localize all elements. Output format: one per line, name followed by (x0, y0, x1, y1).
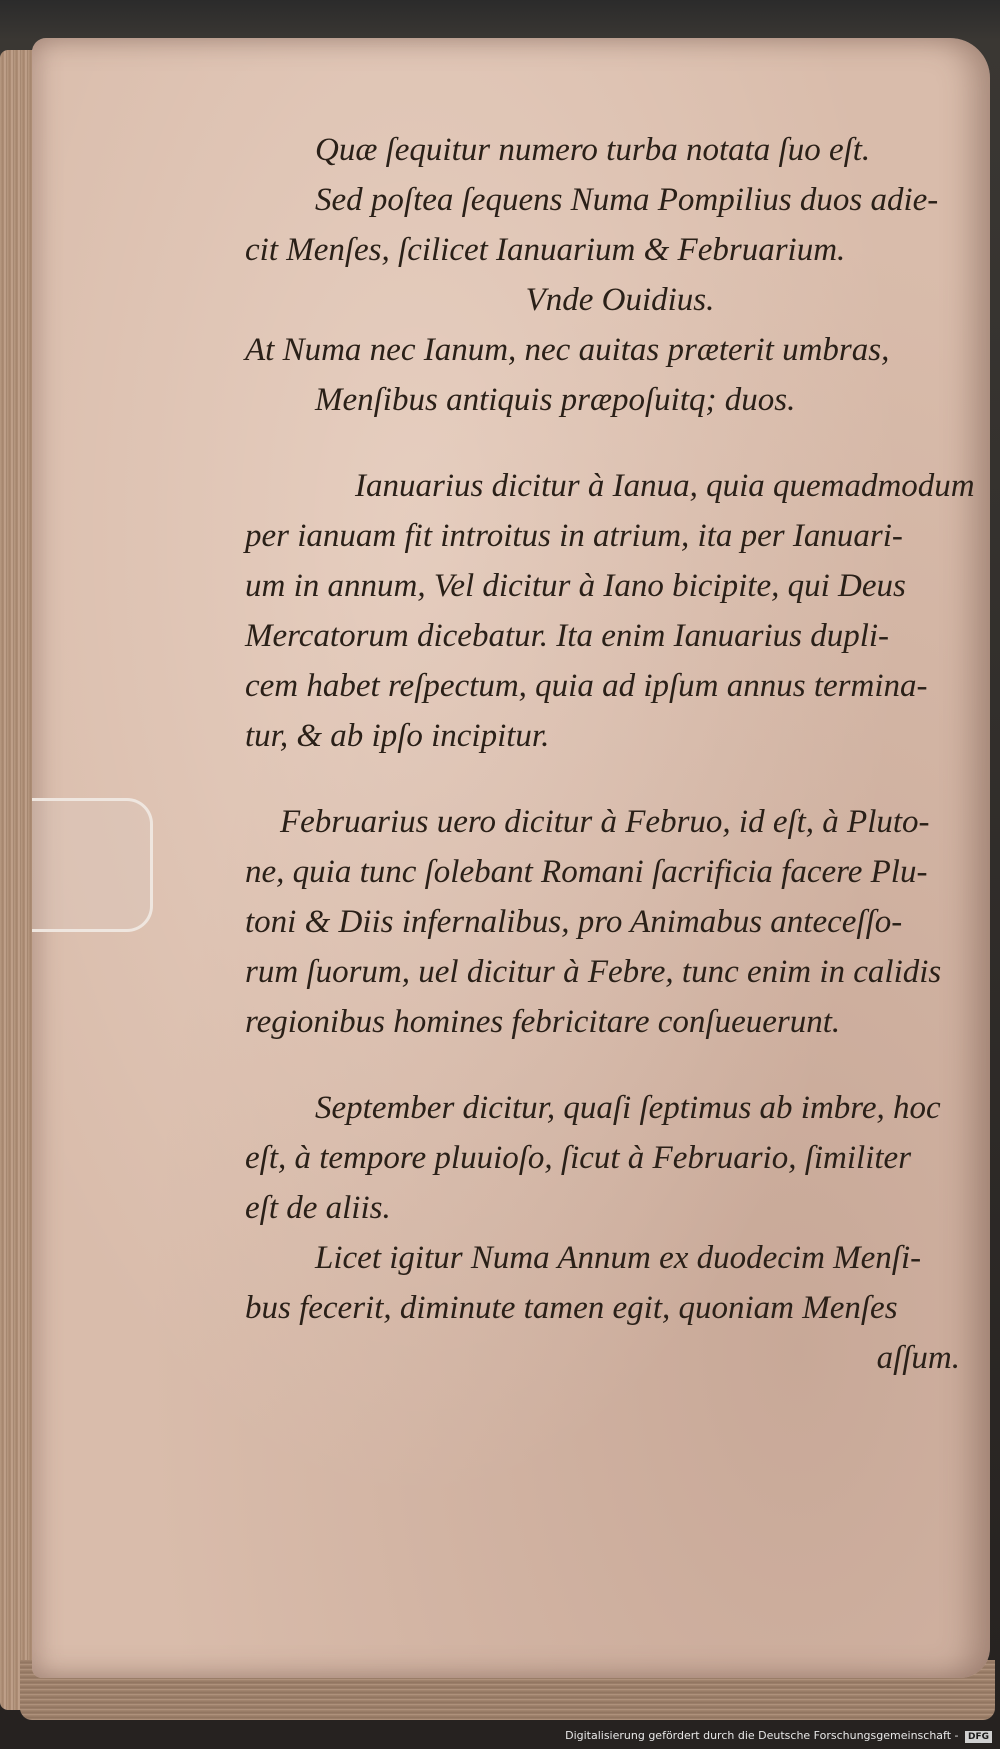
text-line: regionibus homines febricitare conſueuerunt. (245, 1004, 841, 1040)
section-heading: Vnde Ouidius. (525, 282, 715, 318)
text-line: tur, & ab ipſo incipitur. (245, 718, 550, 754)
text-line: Februarius uero dicitur à Februo, id eſt, à Pluto- (280, 804, 930, 840)
text-line: eſt, à tempore pluuioſo, ſicut à Februario, ſimiliter (245, 1140, 912, 1176)
text-line: Quæ ſequitur numero turba notata ſuo eſt. (315, 132, 871, 168)
text-line: ne, quia tunc ſolebant Romani ſacrificia facere Plu- (245, 854, 928, 890)
paragraph-gap (270, 1047, 970, 1083)
text-line: Licet igitur Numa Annum ex duodecim Menſi- (315, 1240, 922, 1276)
bookmark-ribbon (32, 798, 153, 932)
text-line: bus fecerit, diminute tamen egit, quoniam Menſes (245, 1290, 898, 1326)
catchword: aſſum. (876, 1340, 960, 1376)
digitization-credit (565, 1729, 992, 1743)
paragraph-gap (270, 425, 970, 461)
text-line: cit Menſes, ſcilicet Ianuarium & Februarium. (245, 232, 846, 268)
text-line: Ianuarius dicitur à Ianua, quia quemadmodum (355, 468, 975, 504)
verse-line: Menſibus antiquis præpoſuitq; duos. (315, 382, 796, 418)
verse-line: At Numa nec Ianum, nec auitas præterit umbras, (245, 332, 890, 368)
text-line: Sed poſtea ſequens Numa Pompilius duos adie- (315, 182, 939, 218)
text-line: toni & Diis infernalibus, pro Animabus anteceſſo- (245, 904, 903, 940)
page-text (245, 125, 975, 1383)
dfg-logo: DFG (965, 1731, 992, 1743)
credit-text: Digitalisierung gefördert durch die Deutsche Forschungsgemeinschaft - (565, 1729, 959, 1742)
text-line: September dicitur, quaſi ſeptimus ab imbre, hoc (315, 1090, 941, 1126)
text-line: um in annum, Vel dicitur à Iano bicipite, qui Deus (245, 568, 906, 604)
text-line: rum ſuorum, uel dicitur à Febre, tunc enim in calidis (245, 954, 942, 990)
text-line: eſt de aliis. (245, 1190, 391, 1226)
text-line: Mercatorum dicebatur. Ita enim Ianuarius dupli- (245, 618, 890, 654)
paragraph-gap (270, 761, 970, 797)
text-line: per ianuam fit introitus in atrium, ita per Ianuari- (245, 518, 903, 554)
text-line: cem habet reſpectum, quia ad ipſum annus termina- (245, 668, 928, 704)
